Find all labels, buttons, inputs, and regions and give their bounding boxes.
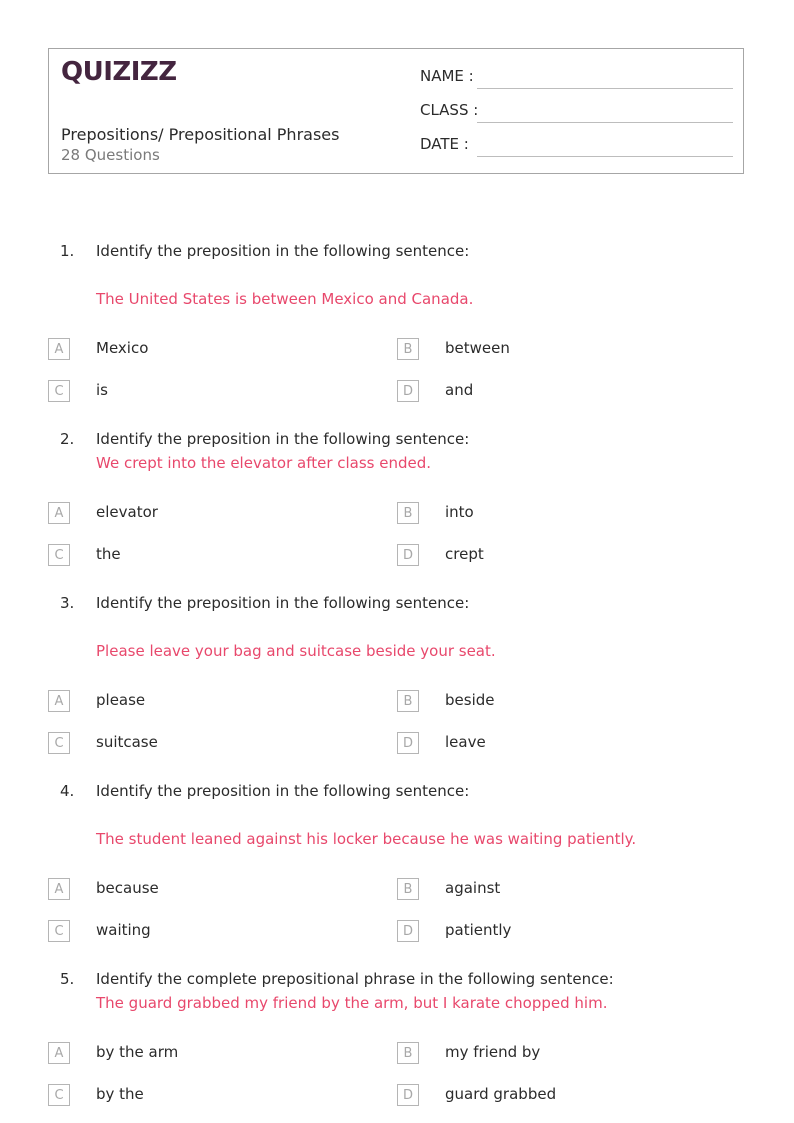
option-letter-box[interactable]: D bbox=[397, 920, 419, 942]
option-text[interactable]: my friend by bbox=[445, 1043, 541, 1061]
question-text: Identify the preposition in the following sentence: bbox=[96, 242, 470, 260]
option-letter-box[interactable]: B bbox=[397, 502, 419, 524]
option-text[interactable]: suitcase bbox=[96, 733, 158, 751]
option-letter-box[interactable]: A bbox=[48, 690, 70, 712]
date-label: DATE : bbox=[420, 135, 469, 153]
option-letter-box[interactable]: A bbox=[48, 338, 70, 360]
option-text[interactable]: is bbox=[96, 381, 108, 399]
option-text[interactable]: against bbox=[445, 879, 501, 897]
option-text[interactable]: please bbox=[96, 691, 146, 709]
option-letter-box[interactable]: D bbox=[397, 380, 419, 402]
option-letter-box[interactable]: C bbox=[48, 1084, 70, 1106]
question-sentence: The United States is between Mexico and Canada. bbox=[96, 290, 474, 308]
option-letter-box[interactable]: D bbox=[397, 1084, 419, 1106]
option-text[interactable]: elevator bbox=[96, 503, 158, 521]
option-text[interactable]: by the arm bbox=[96, 1043, 179, 1061]
class-label: CLASS : bbox=[420, 101, 479, 119]
question-number: 5. bbox=[60, 970, 75, 988]
question-sentence: Please leave your bag and suitcase beside your seat. bbox=[96, 642, 496, 660]
option-letter-box[interactable]: B bbox=[397, 878, 419, 900]
class-line[interactable] bbox=[477, 122, 733, 123]
option-letter-box[interactable]: A bbox=[48, 878, 70, 900]
option-letter-box[interactable]: B bbox=[397, 690, 419, 712]
option-text[interactable]: Mexico bbox=[96, 339, 149, 357]
option-letter-box[interactable]: A bbox=[48, 1042, 70, 1064]
question-text: Identify the preposition in the following sentence: bbox=[96, 594, 470, 612]
quizizz-logo: QUIZIZZ bbox=[61, 57, 177, 87]
question-text: Identify the complete prepositional phrase in the following sentence: bbox=[96, 970, 614, 988]
option-text[interactable]: because bbox=[96, 879, 159, 897]
question-text: Identify the preposition in the following sentence: bbox=[96, 430, 470, 448]
option-letter-box[interactable]: C bbox=[48, 380, 70, 402]
option-text[interactable]: the bbox=[96, 545, 121, 563]
question-text: Identify the preposition in the following sentence: bbox=[96, 782, 470, 800]
question-number: 4. bbox=[60, 782, 75, 800]
option-text[interactable]: between bbox=[445, 339, 510, 357]
option-letter-box[interactable]: D bbox=[397, 544, 419, 566]
option-text[interactable]: guard grabbed bbox=[445, 1085, 557, 1103]
option-text[interactable]: crept bbox=[445, 545, 484, 563]
question-count: 28 Questions bbox=[61, 146, 160, 164]
option-letter-box[interactable]: C bbox=[48, 732, 70, 754]
question-number: 2. bbox=[60, 430, 75, 448]
question-sentence: The student leaned against his locker because he was waiting patiently. bbox=[96, 830, 637, 848]
date-field[interactable] bbox=[420, 135, 733, 159]
question-number: 3. bbox=[60, 594, 75, 612]
option-text[interactable]: patiently bbox=[445, 921, 512, 939]
option-letter-box[interactable]: B bbox=[397, 1042, 419, 1064]
option-text[interactable]: by the bbox=[96, 1085, 144, 1103]
option-letter-box[interactable]: D bbox=[397, 732, 419, 754]
option-letter-box[interactable]: C bbox=[48, 920, 70, 942]
class-field[interactable] bbox=[420, 101, 733, 125]
option-letter-box[interactable]: A bbox=[48, 502, 70, 524]
name-field[interactable] bbox=[420, 67, 733, 91]
worksheet-title: Prepositions/ Prepositional Phrases bbox=[61, 125, 340, 144]
question-sentence: The guard grabbed my friend by the arm, but I karate chopped him. bbox=[96, 994, 608, 1012]
option-text[interactable]: waiting bbox=[96, 921, 151, 939]
option-text[interactable]: into bbox=[445, 503, 474, 521]
question-sentence: We crept into the elevator after class ended. bbox=[96, 454, 432, 472]
option-text[interactable]: and bbox=[445, 381, 474, 399]
worksheet-header bbox=[48, 48, 744, 174]
name-label: NAME : bbox=[420, 67, 474, 85]
date-line[interactable] bbox=[477, 156, 733, 157]
option-text[interactable]: beside bbox=[445, 691, 495, 709]
option-letter-box[interactable]: C bbox=[48, 544, 70, 566]
question-number: 1. bbox=[60, 242, 75, 260]
name-line[interactable] bbox=[477, 88, 733, 89]
option-letter-box[interactable]: B bbox=[397, 338, 419, 360]
option-text[interactable]: leave bbox=[445, 733, 486, 751]
